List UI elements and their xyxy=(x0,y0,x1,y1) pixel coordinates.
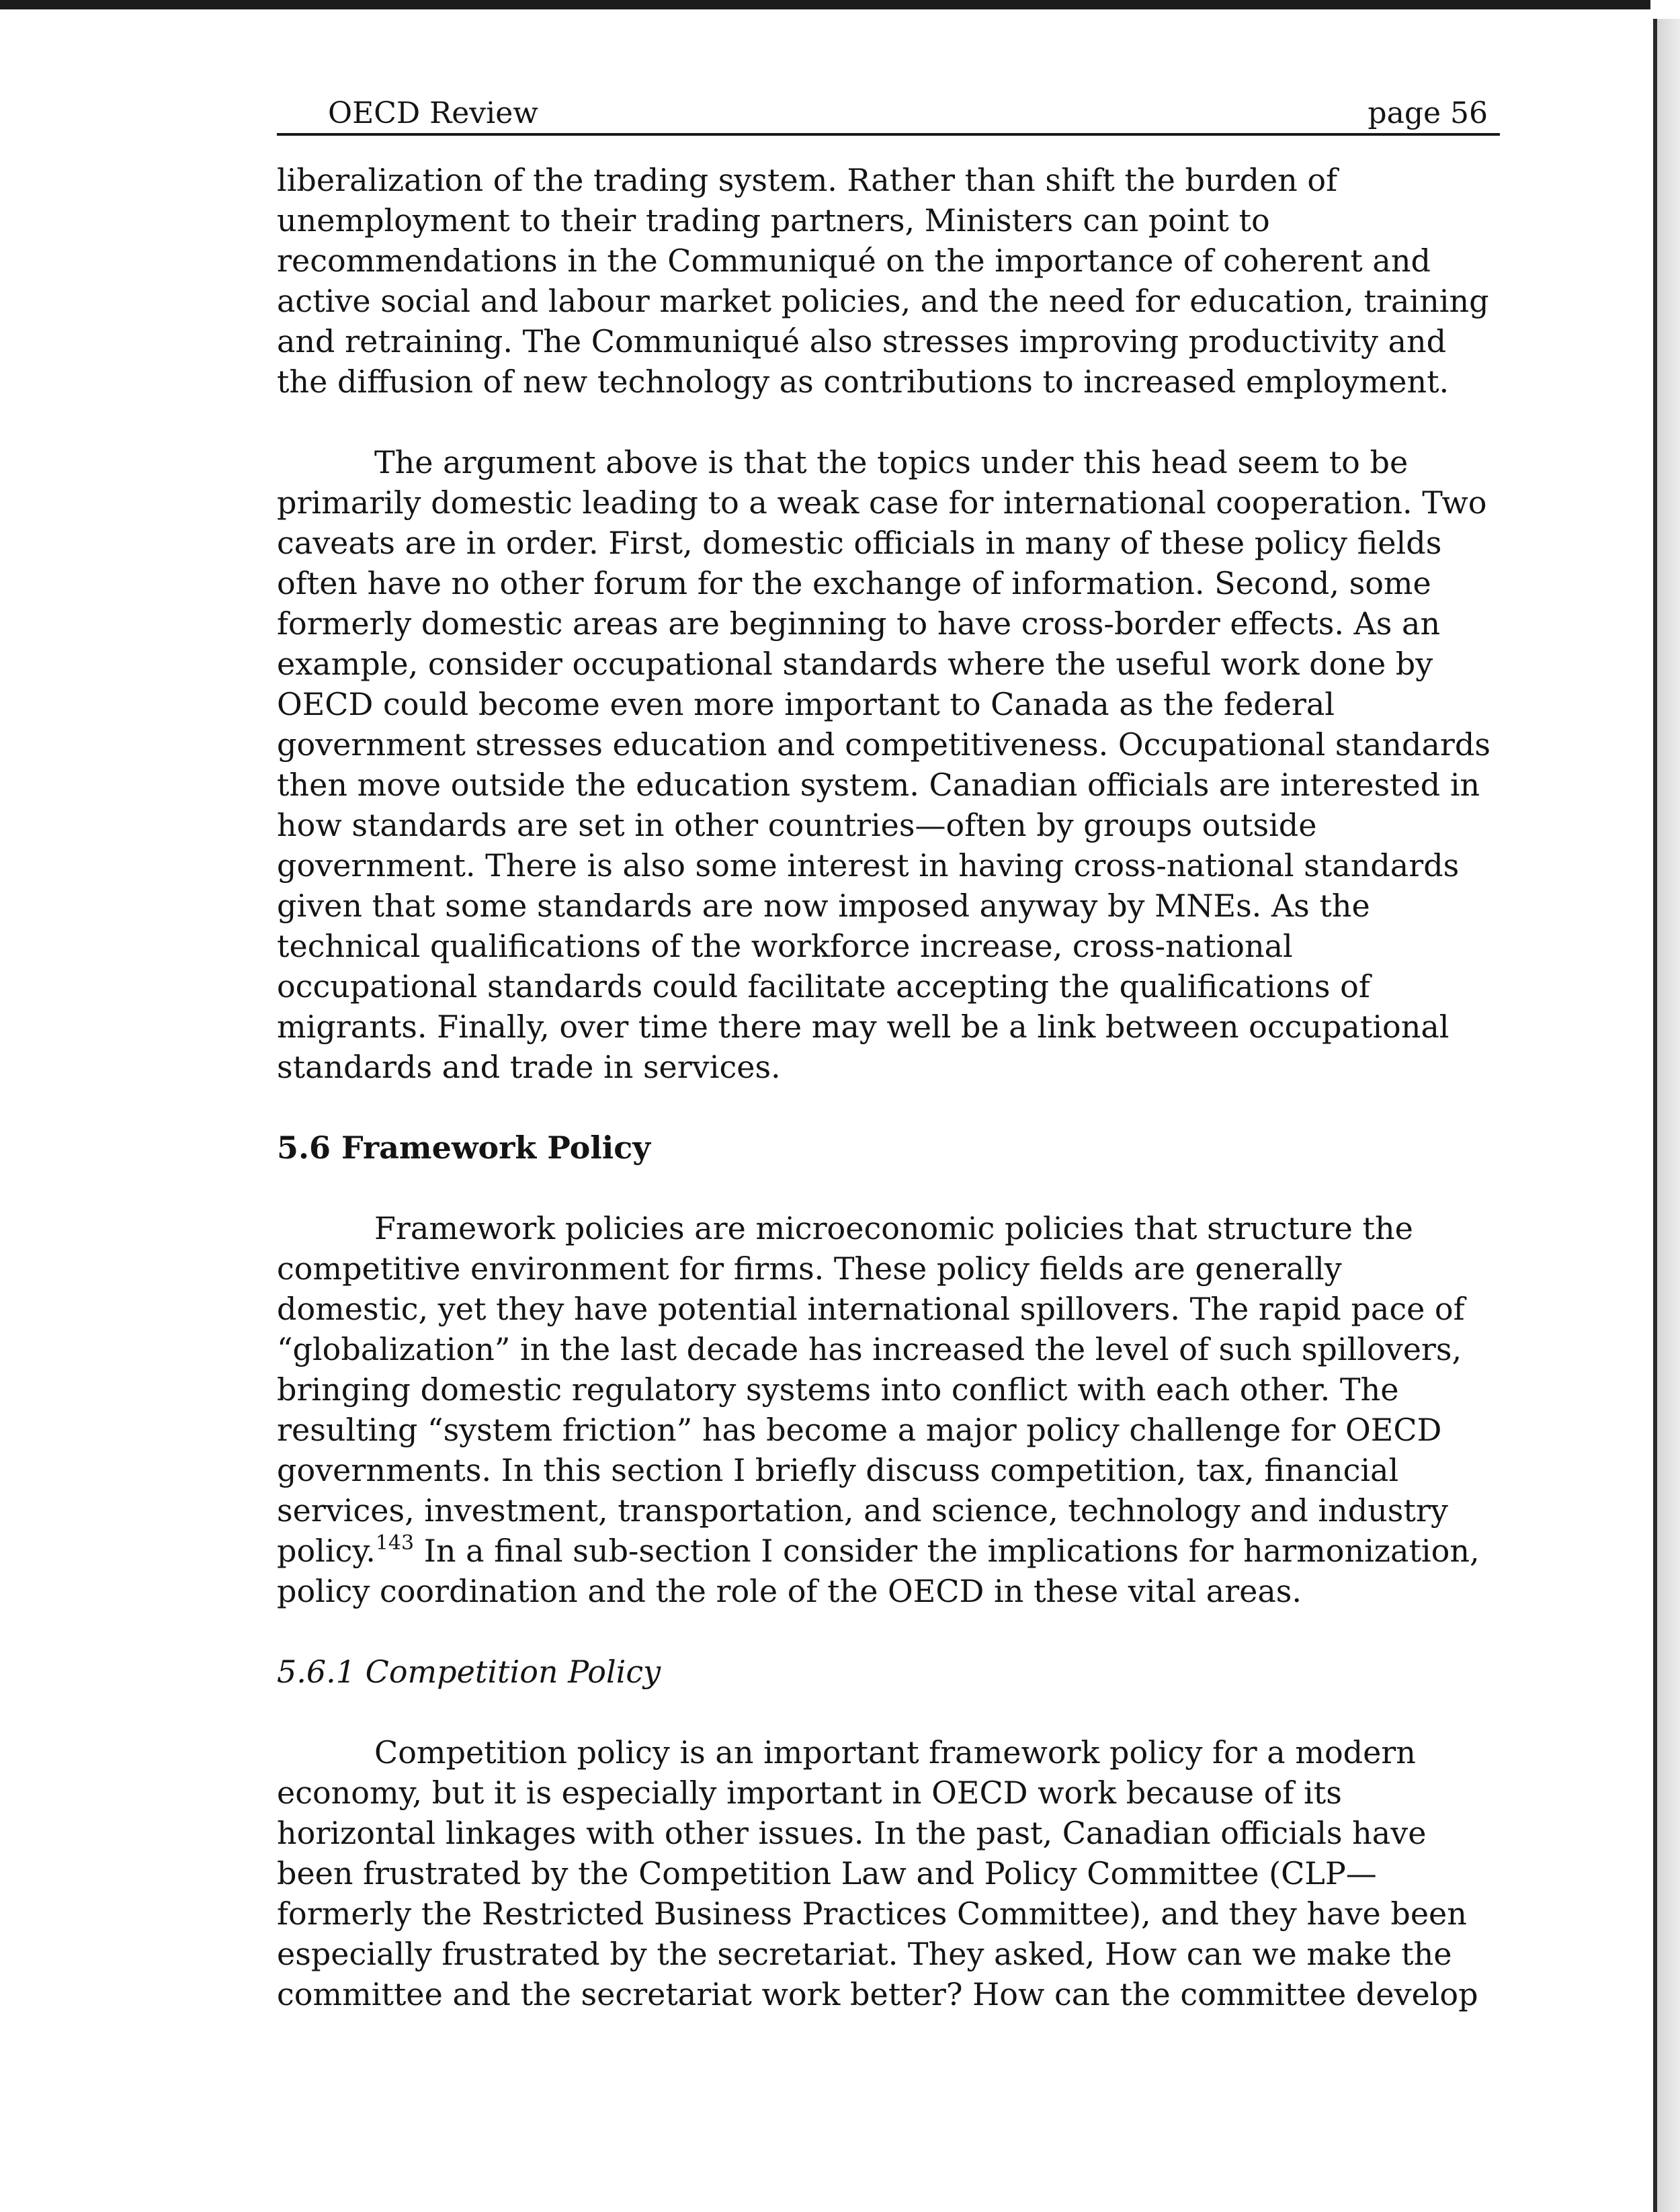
paragraph-text-continued: In a final sub-section I consider the implications for harmonization, policy coordination and the role of the OECD in these vital areas. xyxy=(277,1533,1480,1609)
body-text xyxy=(277,160,1500,2014)
paragraph-framework-policies xyxy=(277,1208,1500,1611)
subsection-heading: 5.6.1 Competition Policy xyxy=(277,1654,661,1690)
header-title: OECD Review xyxy=(328,96,538,130)
paragraph-text: Framework policies are microeconomic policies that structure the competitive environment for firms. These policy fields are generally domestic, yet they have potential international spillovers. The rapid pace of “globalization” in the last decade has increased the level of such spillovers, bringing domestic regulatory systems into conflict with each other. The resulting “system friction” has become a major policy challenge for OECD governments. In this section I briefly discuss competition, tax, financial services, investment, transportation, and science, technology and industry policy. xyxy=(277,1210,1465,1569)
top-scan-border xyxy=(0,0,1650,9)
document-page xyxy=(277,94,1500,2014)
footnote-marker: 143 xyxy=(375,1531,415,1555)
section-heading: 5.6 Framework Policy xyxy=(277,1130,650,1166)
running-header xyxy=(277,94,1500,136)
right-scan-edge xyxy=(1648,19,1680,2212)
paragraph-competition-policy: Competition policy is an important framework policy for a modern economy, but it is especially important in OECD work because of its horizontal linkages with other issues. In the past, Canadian officials have been frustrated by the Competition Law and Policy Committee (CLP—formerly the Restricted Business Practices Committee), and they have been especially frustrated by the secretariat. They asked, How can we make the committee and the secretariat work better? How can the committee develop xyxy=(277,1734,1478,2012)
paragraph-continuation: liberalization of the trading system. Rather than shift the burden of unemployment to their trading partners, Ministers can point to recommendations in the Communiqué on the importance of coherent and active social and labour market policies, and the need for education, training and retraining. The Communiqué also stresses improving productivity and the diffusion of new technology as contributions to increased employment. xyxy=(277,162,1489,400)
header-page-number: page 56 xyxy=(1368,96,1488,130)
paragraph-caveats: The argument above is that the topics under this head seem to be primarily domestic leading to a weak case for international cooperation. Two caveats are in order. First, domestic officials in many of these policy fields often have no other forum for the exchange of information. Second, some formerly domestic areas are beginning to have cross-border effects. As an example, consider occupational standards where the useful work done by OECD could become even more important to Canada as the federal government stresses education and competitiveness. Occupational standards then move outside the education system. Canadian officials are interested in how standards are set in other countries—often by groups outside government. There is also some interest in having cross-national standards given that some standards are now imposed anyway by MNEs. As the technical qualifications of the workforce increase, cross-national occupational standards could facilitate accepting the qualifications of migrants. Finally, over time there may well be a link between occupational standards and trade in services. xyxy=(277,444,1490,1085)
